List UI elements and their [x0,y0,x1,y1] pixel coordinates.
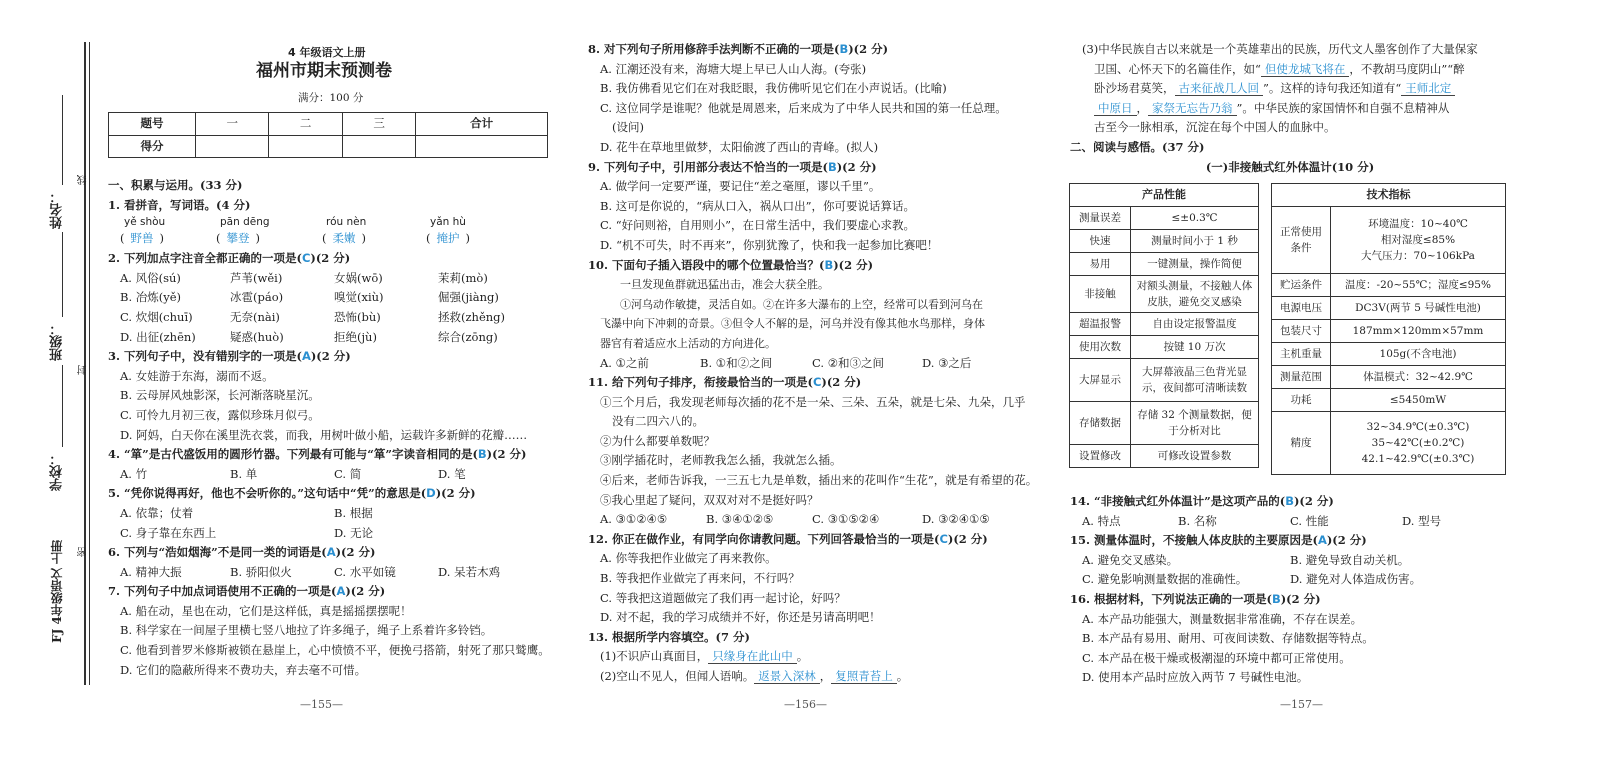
page-157 [1070,40,1520,177]
q6: 6. 下列与“浩如烟海”不是同一类的词语是(A)(2 分) [108,545,376,560]
side-school-blank [62,365,63,447]
q7-option-d: D. 它们的隐蔽所得来不费功夫，弃去毫不可惜。 [120,662,367,677]
q6-options: A. 精神大振 B. 骄阳似火 C. 水平如镜 D. 呆若木鸡 [120,564,501,579]
page-number-157: —157— [1280,698,1323,711]
q11-sentence-2: ②为什么都要单数呢？ [600,433,715,448]
q16-option-d: D. 使用本产品时应放入两节 7 号碱性电池。 [1082,670,1309,685]
side-mark-line: 线 [78,175,89,185]
side-name-label: 姓名： [50,190,65,229]
q14: 14. “非接触式红外体温计”是这项产品的(B)(2 分) [1070,494,1334,508]
page-title: 福州市期末预测卷 [256,61,392,81]
q12-option-c: C. 等我把这道题做完了我们再一起讨论，好吗？ [600,590,846,605]
q10-passage-3: 器官有着适应水上活动的方向进化。 [600,336,776,350]
side-mark-secret: 密 [78,547,89,557]
q13-item-3-line-2: 卫国、心怀天下的名篇佳作，如“ 但使龙城飞将在 ，不教胡马度阴山”“醉 [1094,61,1465,76]
q2-options: A. 风俗(sú) 芦苇(wěi) 女娲(wō) 茉莉(mò) B. 冶炼(yě) 冰雹(páo) 嗅觉(xiù) 倔强(jiàng) C. 炊烟(chuī) 无奈(nài) 恐怖(bù) 拯救(zhěng) D. 出征(zhēn) 疑惑(huò) 拒绝(jù) 综合(zōng) [120,270,506,344]
q7-option-c: C. 他看到普罗米修斯被锁在悬崖上，心中愤愤不平，便挽弓搭箭，射死了那只鹫鹰。 [120,643,550,658]
q11-sentence-5: ⑤我心里起了疑问，双双对对不是挺好吗？ [600,492,819,507]
q13-item-3-line-3: 卧沙场君莫笑， 古来征战几人回 ”。这样的诗句我还知道有“ 王师北定 [1070,79,1520,99]
q3-option-d: D. 阿妈，白天你在溪里洗衣裳，而我，用树叶做小船，运载许多新鲜的花瓣…… [120,427,528,442]
q8: 8. 对下列句子所用修辞手法判断不正确的一项是(B)(2 分) [588,42,889,56]
q10-passage-2: 飞瀑中向下冲刺的奇景。③但令人不解的是，河乌并没有像其他水鸟那样，身体 [600,317,985,331]
q13-item-1: (1)不识庐山真面目， 只缘身在此山中 。 [600,649,809,664]
side-mark-seal: 封 [78,365,89,375]
q4: 4. “箪”是古代盛饭用的圆形竹器。下列最有可能与“箪”字读音相同的是(B)(2 分) [108,447,527,462]
q10-passage-1: ①河乌动作敏捷，灵活自如。②在许多大瀑布的上空，经常可以看到河乌在 [620,297,983,311]
q12-option-a: A. 你等我把作业做完了再来教你。 [600,551,777,566]
q8-option-d: D. 花牛在草地里做梦，太阳偷渡了西山的青峰。(拟人) [600,139,879,154]
q12-option-d: D. 对不起，我的学习成绩并不好，你还是另请高明吧！ [600,610,881,625]
q9-option-c: C. “好问则裕，自用则小”，在日常生活中，我们要虚心求教。 [600,218,915,233]
page-number-156: —156— [784,698,827,711]
q13-item-3-line-5: 古至今一脉相承，沉淀在每个中国人的血脉中。 [1094,120,1336,135]
q5-options-cd: C. 身子靠在东西上 D. 无论 [120,525,374,540]
q8-option-c: C. 这位同学是谁呢？他就是周恩来，后来成为了中华人民共和国的第一任总理。 [600,100,1007,115]
full-score: 满分：100 分 [298,92,364,104]
q9: 9. 下列句子中，引用部分表达不恰当的一项是(B)(2 分) [588,159,877,174]
q11-sentence-1-cont: 没有二四六八的。 [612,414,704,429]
q16-option-a: A. 本产品功能强大，测量数据非常准确，不存在误差。 [1082,611,1363,626]
q16-option-b: B. 本产品有易用、耐用、可夜间读数、存储数据等特点。 [1082,631,1374,646]
q11-sentence-1: ①三个月后，我发现老师每次插的花不是一朵、三朵、五朵，就是七朵、九朵，几乎 [600,394,1026,409]
q12-option-b: B. 等我把作业做完了再来问，不行吗？ [600,571,800,586]
binding-line [84,42,86,685]
q15: 15. 测量体温时，不接触人体皮肤的主要原因是(A)(2 分) [1070,533,1367,548]
q7-option-b: B. 科学家在一间屋子里横七竖八地拉了许多绳子，绳子上系着许多铃铛。 [120,623,493,638]
q9-option-d: D. “机不可失，时不再来”，你别犹豫了，快和我一起参加比赛吧！ [600,237,939,252]
product-performance-table: 产品性能 测量误差 ≤±0.3℃ 快速 测量时间小于 1 秒 易用 一键测量，操作简便 非接触 对额头测量，不接触人体皮肤，避免交叉感染 超温报警 自由设定报警温度 使用次数 按键 10 万次 大屏显示 大屏幕液晶三色背光显示，夜间都可清晰读数 存储数据 存储 32 个测量数据，便于分析对比 设置修改 可修改设置参数 [1069,183,1259,468]
technical-spec-table: 技术指标 正常使用条件 环境温度：10~40℃ 相对湿度≤85% 大气压力：70~106kPa 贮运条件 温度：-20~55℃；湿度≤95% 电源电压 DC3V(两节 5 号碱性电池) 包装尺寸 187mm×120mm×57mm 主机重量 105g(不含电池) 测量范围 体温模式：32~42.9℃ 功耗 ≤5450mW 精度 32~34.9℃(±0.3℃) 35~42℃(±0.2℃) 42.1~42.9℃(±0.3℃) [1271,183,1506,475]
q13: 13. 根据所学内容填空。(7 分) [588,629,750,644]
q15-options-ab: A. 避免交叉感染。 B. 避免导致自动关机。 [1082,552,1410,567]
side-name-blank [62,95,63,185]
q16-option-c: C. 本产品在极干燥或极潮湿的环境中都可正常使用。 [1082,650,1351,665]
page-number-155: —155— [300,698,343,711]
q9-option-a: A. 做学问一定要严谨，要记住“差之毫厘，谬以千里”。 [600,179,881,194]
grade-label: 4 年级语文上册 [288,46,366,59]
side-class-label: 班级： [50,322,65,361]
page-156 [588,40,1048,687]
q5-options-ab: A. 依靠；仗着 B. 根据 [120,505,373,520]
q7-option-a: A. 船在动，星也在动，它们是这样低，真是摇摇摆摆呢！ [120,603,412,618]
q10-insert-sentence: 一旦发现鱼群就迅猛出击，准会大获全胜。 [620,278,829,292]
q13-item-2: (2)空山不见人，但闻人语响。 返景入深林 ， 复照青苔上 。 [600,669,909,683]
q8-option-a: A. 江潮还没有来，海塘大堤上早已人山人海。(夸张) [600,61,867,76]
score-table: 题号 一 二 三 合计 得分 [108,112,548,158]
q2: 2. 下列加点字注音全都正确的一项是(C)(2 分) [108,251,351,266]
side-school-label: 学校： [50,452,65,491]
side-class-blank [62,232,63,317]
q10-options: A. ①之前 B. ①和②之间 C. ②和③之间 D. ③之后 [600,355,972,370]
q9-option-b: B. 这可是你说的，“病从口入，祸从口出”，你可要说话算话。 [600,198,916,213]
q13-item-3-line-1: (3)中华民族自古以来就是一个英雄辈出的民族，历代文人墨客创作了大量保家 [1082,42,1478,56]
q1-pinyin: yě shòu pān dēng róu nèn yǎn hù ( 野兽 ) ( 攀登 ) ( 柔嫩 ) ( 掩护 ) [120,216,470,246]
q5: 5. “凭你说得再好，他也不会听你的。”这句话中“凭”的意思是(D)(2 分) [108,486,476,501]
page-157-questions [1070,492,1520,688]
q12: 12. 你正在做作业，有同学向你请教问题。下列回答最恰当的一项是(C)(2 分) [588,531,988,546]
q16: 16. 根据材料，下列说法正确的一项是(B)(2 分) [1070,591,1321,606]
q10: 10. 下面句子插入语段中的哪个位置最恰当？(B)(2 分) [588,257,874,272]
q11-sentence-4: ④后来，老师告诉我，一三五七九是单数，插出来的花叫作“生花”，就是有希望的花。 [600,473,1038,488]
q3-option-a: A. 女娃游于东海，溺而不返。 [120,368,274,383]
q3-option-b: B. 云母屏风烛影深，长河渐落晓星沉。 [120,388,320,403]
q14-options: A. 特点 B. 名称 C. 性能 D. 型号 [1082,513,1442,528]
q8-option-b: B. 我仿佛看见它们在对我眨眼，我仿佛听见它们在小声说话。(比喻) [600,81,947,96]
q15-options-cd: C. 避免影响测量数据的准确性。 D. 避免对人体造成伤害。 [1082,572,1422,587]
q11-sentence-3: ③刚学插花时，老师教我怎么插，我就怎么插。 [600,453,842,468]
section-1-heading: 一、积累与运用。(33 分) [108,178,243,192]
q4-options: A. 竹 B. 单 C. 简 D. 笔 [120,466,466,481]
q8-option-c-cont: (设问) [612,120,644,135]
q11-options: A. ③①②④⑤ B. ③④①②⑤ C. ③①⑤②④ D. ③②④①⑤ [600,512,990,527]
section-2-heading: 二、阅读与感悟。(37 分) [1070,139,1205,154]
binding-line-inner [89,42,90,685]
reading-1-heading: (一)非接触式红外体温计(10 分) [1205,159,1375,174]
side-book-label: FJ 4年级语文 上册 [50,540,64,643]
q7: 7. 下列句子中加点词语使用不正确的一项是(A)(2 分) [108,584,386,599]
q13-item-3-line-4: 中原日 ， 家祭无忘告乃翁 ”。中华民族的家国情怀和自强不息精神从 [1070,99,1520,119]
q11: 11. 给下列句子排序，衔接最恰当的一项是(C)(2 分) [588,375,862,390]
q3-option-c: C. 可怜九月初三夜，露似珍珠月似弓。 [120,407,320,422]
q1: 1. 看拼音，写词语。(4 分) [108,197,251,212]
q3: 3. 下列句子中，没有错别字的一项是(A)(2 分) [108,349,351,364]
